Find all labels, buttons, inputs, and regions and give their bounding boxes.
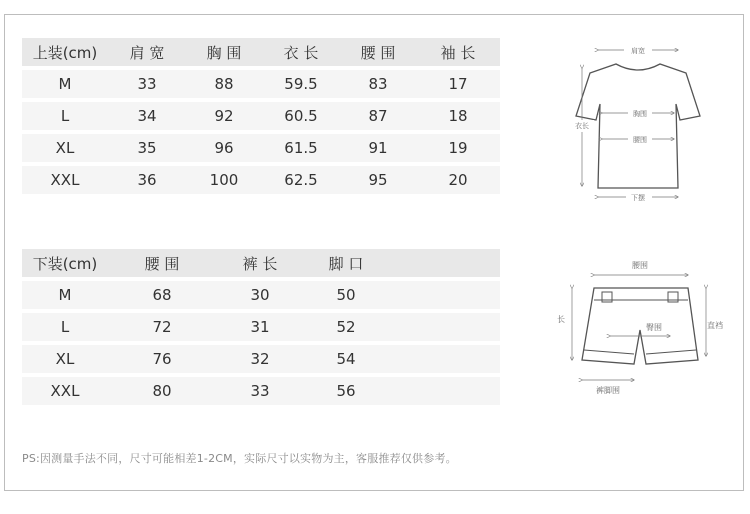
table-row <box>22 134 500 162</box>
table-cell: XXL <box>22 377 108 405</box>
header-cell: 衣 长 <box>262 38 340 66</box>
table-cell: 92 <box>186 102 262 130</box>
table-cell: 52 <box>304 313 388 341</box>
bottom-size-table <box>22 245 500 409</box>
table-row <box>22 166 500 194</box>
table-row <box>22 313 500 341</box>
table-cell: 32 <box>216 345 304 373</box>
table-row <box>22 281 500 309</box>
table-cell: 50 <box>304 281 388 309</box>
table-cell: 59.5 <box>262 70 340 98</box>
header-cell: 胸 围 <box>186 38 262 66</box>
header-filler-cell <box>388 249 500 277</box>
header-cell: 脚 口 <box>304 249 388 277</box>
table-cell: 100 <box>186 166 262 194</box>
header-cell: 裤 长 <box>216 249 304 277</box>
table-row <box>22 102 500 130</box>
table-cell: XL <box>22 345 108 373</box>
table-cell: 61.5 <box>262 134 340 162</box>
table-cell: 20 <box>416 166 500 194</box>
table-cell: 31 <box>216 313 304 341</box>
table-cell: 87 <box>340 102 416 130</box>
table-cell: 19 <box>416 134 500 162</box>
filler-cell <box>388 345 500 373</box>
header-cell: 肩 宽 <box>108 38 186 66</box>
table-cell: 30 <box>216 281 304 309</box>
shorts-waist-label: 腰围 <box>632 261 648 270</box>
shorts-outline <box>582 288 698 364</box>
table-cell: 95 <box>340 166 416 194</box>
header-cell: 腰 围 <box>108 249 216 277</box>
shirt-measurement-diagram <box>568 40 708 205</box>
filler-cell <box>388 281 500 309</box>
table-cell: 54 <box>304 345 388 373</box>
table-cell: M <box>22 70 108 98</box>
header-cell: 袖 长 <box>416 38 500 66</box>
header-cell: 上装(cm) <box>22 38 108 66</box>
table-row <box>22 70 500 98</box>
table-cell: 68 <box>108 281 216 309</box>
shorts-length-label: 长 <box>557 315 565 324</box>
table-cell: 34 <box>108 102 186 130</box>
table-cell: 72 <box>108 313 216 341</box>
filler-cell <box>388 377 500 405</box>
table-cell: L <box>22 102 108 130</box>
table-row <box>22 345 500 373</box>
table-header-row <box>22 249 500 277</box>
table-cell: L <box>22 313 108 341</box>
table-cell: 80 <box>108 377 216 405</box>
table-cell: M <box>22 281 108 309</box>
table-cell: 96 <box>186 134 262 162</box>
table-cell: 83 <box>340 70 416 98</box>
header-cell: 下装(cm) <box>22 249 108 277</box>
table-row <box>22 377 500 405</box>
waist-label: 腰围 <box>633 136 647 144</box>
header-cell: 腰 围 <box>340 38 416 66</box>
table-cell: XL <box>22 134 108 162</box>
shirt-outline <box>576 64 700 188</box>
shorts-measurement-diagram <box>550 256 730 401</box>
shorts-rise-label: 直裆 <box>707 321 723 330</box>
table-cell: XXL <box>22 166 108 194</box>
filler-cell <box>388 313 500 341</box>
table-cell: 18 <box>416 102 500 130</box>
table-cell: 88 <box>186 70 262 98</box>
table-cell: 76 <box>108 345 216 373</box>
table-cell: 33 <box>108 70 186 98</box>
table-cell: 60.5 <box>262 102 340 130</box>
shoulder-label: 肩宽 <box>631 47 645 55</box>
table-cell: 33 <box>216 377 304 405</box>
table-cell: 91 <box>340 134 416 162</box>
table-header-row <box>22 38 500 66</box>
hem-label: 下摆 <box>631 194 645 202</box>
top-size-table <box>22 34 500 198</box>
shorts-leg-opening-label: 裤脚围 <box>596 386 620 395</box>
shorts-hip-label: 臀围 <box>646 323 662 332</box>
table-cell: 36 <box>108 166 186 194</box>
chest-label: 胸围 <box>633 110 647 118</box>
table-cell: 62.5 <box>262 166 340 194</box>
table-cell: 35 <box>108 134 186 162</box>
table-cell: 17 <box>416 70 500 98</box>
measurement-note: PS:因测量手法不同，尺寸可能相差1-2CM，实际尺寸以实物为主，客服推荐仅供参考。 <box>22 452 457 465</box>
length-label: 衣长 <box>575 122 589 130</box>
table-cell: 56 <box>304 377 388 405</box>
